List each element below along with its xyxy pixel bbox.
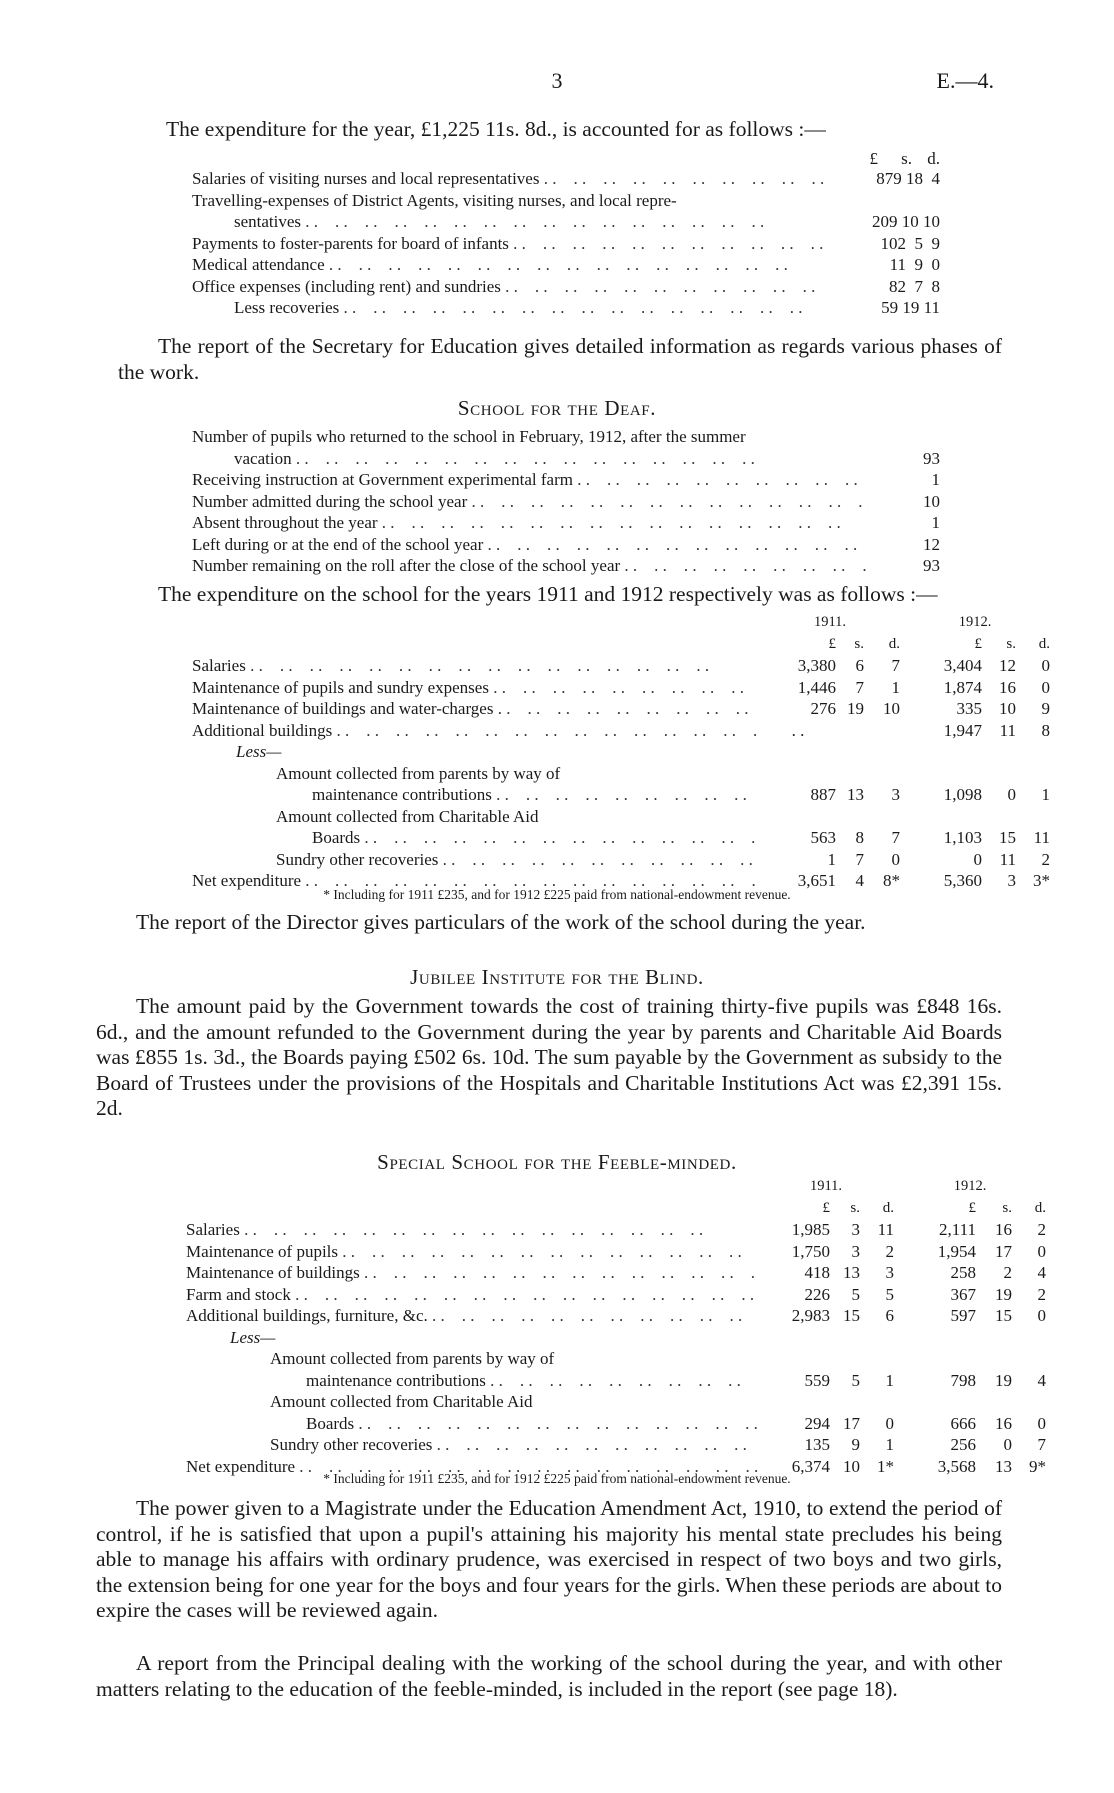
cell-1911-shillings: 3 bbox=[851, 1241, 860, 1261]
cell-1912-shillings: 11 bbox=[999, 720, 1016, 740]
row-label: Salaries of visiting nurses and local representatives . . bbox=[192, 169, 832, 188]
row-value: 93 bbox=[923, 556, 940, 575]
table-row bbox=[192, 426, 940, 448]
magistrate-paragraph: The power given to a Magistrate under the Education Amendment Act, 1910, to extend the period of control, if he is satisfied that upon a pupil's attaining his majority his mental state precludes his being able to manage his affairs with ordinary prudence, was exercised in respect of two boys and two girls, the extension being for one year for the boys and four years for the girls. When these periods are about to expire the cases will be reviewed again. bbox=[96, 1496, 1002, 1622]
cell-1911-shillings: 4 bbox=[855, 871, 864, 890]
cell-1911-pence: 1 bbox=[885, 1435, 894, 1454]
cell-1912-shillings: 17 bbox=[995, 1241, 1012, 1261]
cell-1911-shillings: 5 bbox=[851, 1370, 860, 1390]
row-value: 1 bbox=[931, 513, 940, 532]
cell-1912-shillings: 11 bbox=[999, 849, 1016, 869]
secretary-paragraph: The report of the Secretary for Education gives detailed information as regards various phases of the work. bbox=[118, 334, 1002, 384]
row-value: 209 10 10 bbox=[872, 212, 940, 231]
cell-1912-shillings: 10 bbox=[999, 699, 1016, 718]
table-row: Additional buildings . . . . 1,947 11 8 bbox=[192, 720, 1050, 742]
cell-1911-pence: 8* bbox=[883, 871, 900, 890]
cell-1912-pence: 1 bbox=[1041, 785, 1050, 804]
table-row bbox=[192, 555, 940, 577]
row-label: Amount collected from parents by way of bbox=[276, 763, 561, 783]
principal-paragraph: A report from the Principal dealing with the working of the school during the year, and with other matters relating to the education of the feeble-minded, is included in the report (see page 18). bbox=[96, 1651, 1002, 1701]
cell-1911-pence: 1 bbox=[885, 1370, 894, 1390]
cell-1912-shillings: 3 bbox=[1007, 871, 1016, 890]
cell-1912-shillings: 15 bbox=[995, 1306, 1012, 1325]
cell-1912-pence: 11 bbox=[1033, 828, 1050, 847]
cell-1912-shillings: 13 bbox=[995, 1456, 1012, 1476]
row-label: Left during or at the end of the school year . . bbox=[192, 535, 868, 554]
row-label: Boards . . bbox=[306, 1414, 758, 1433]
cell-1912-pounds: 3,568 bbox=[937, 1456, 976, 1476]
row-label: Number remaining on the roll after the close of the school year . . bbox=[192, 556, 868, 575]
unit-pence: d. bbox=[1038, 635, 1050, 652]
cell-1911-pounds: 276 bbox=[810, 699, 836, 718]
row-value: 93 bbox=[923, 448, 940, 468]
table-row bbox=[192, 849, 1050, 871]
unit-shillings: s. bbox=[1006, 635, 1016, 652]
cell-1911-shillings: 15 bbox=[843, 1306, 860, 1325]
table-row bbox=[192, 168, 940, 190]
cell-1912-shillings: 16 bbox=[995, 1413, 1012, 1433]
table-row bbox=[192, 806, 1050, 828]
cell-1912-pence: 0 bbox=[1041, 677, 1050, 697]
row-label: Salaries . . bbox=[186, 1220, 703, 1239]
row-label: Maintenance of pupils . . bbox=[186, 1242, 758, 1261]
cell-1911-shillings: 5 bbox=[851, 1284, 860, 1304]
cell-1912-pounds: 1,947 bbox=[943, 720, 982, 740]
cell-1912-pounds: 3,404 bbox=[943, 656, 982, 675]
row-value: 1 bbox=[931, 470, 940, 489]
expenditure-table bbox=[192, 148, 940, 170]
table-row bbox=[186, 1413, 1046, 1435]
table-row bbox=[186, 1305, 1046, 1327]
table-row bbox=[186, 1348, 1046, 1370]
cell-1912-pounds: 256 bbox=[950, 1435, 976, 1454]
row-value: 82 7 8 bbox=[889, 276, 940, 296]
cell-1912-pence: 0 bbox=[1037, 1306, 1046, 1325]
cell-1911-shillings: 13 bbox=[847, 785, 864, 804]
cell-1912-pounds: 367 bbox=[950, 1284, 976, 1304]
table-row bbox=[186, 1370, 1046, 1392]
cell-1912-pounds: 1,098 bbox=[943, 785, 982, 804]
row-value: 11 9 0 bbox=[889, 255, 940, 274]
row-label: vacation . . bbox=[234, 449, 755, 468]
table-row bbox=[192, 677, 1050, 699]
cell-1912-pounds: 597 bbox=[950, 1306, 976, 1325]
table-row bbox=[192, 469, 940, 491]
cell-1911-pence: 3 bbox=[885, 1263, 894, 1282]
cell-1912-pence: 9* bbox=[1029, 1456, 1046, 1476]
table-row bbox=[192, 491, 940, 513]
cell-1912-pence: 2 bbox=[1037, 1220, 1046, 1239]
table-row bbox=[192, 211, 940, 233]
table-row bbox=[186, 1391, 1046, 1413]
table-row bbox=[186, 1284, 1046, 1306]
cell-1911-pounds: 3,651 bbox=[797, 871, 836, 890]
page-number: 3 bbox=[551, 68, 563, 93]
cell-1912-pounds: 1,103 bbox=[943, 828, 982, 847]
row-label: Net expenditure . . bbox=[192, 871, 760, 890]
year-1912: 1912. bbox=[958, 614, 992, 630]
cell-1912-shillings: 19 bbox=[995, 1284, 1012, 1304]
cell-1911-shillings: 7 bbox=[855, 849, 864, 869]
cell-1912-shillings: 16 bbox=[999, 677, 1016, 697]
cell-1911-pounds: 226 bbox=[804, 1284, 830, 1304]
expenditure-intro: The expenditure for the year, £1,225 11s. 8d., is accounted for as follows :— bbox=[166, 117, 826, 141]
cell-1911-shillings: 3 bbox=[851, 1220, 860, 1239]
unit-shillings: s. bbox=[854, 635, 864, 652]
cell-1911-shillings: 13 bbox=[843, 1263, 860, 1282]
cell-1912-pounds: 798 bbox=[950, 1370, 976, 1390]
year-header-row bbox=[186, 1176, 1046, 1198]
table-row bbox=[192, 448, 940, 470]
table-row bbox=[192, 784, 1050, 806]
expenditure-items bbox=[192, 168, 940, 319]
row-label: maintenance contributions . . bbox=[312, 785, 760, 804]
year-1911: 1911. bbox=[809, 1178, 843, 1194]
cell-1911-shillings bbox=[836, 720, 864, 742]
cell-1912-shillings: 0 bbox=[1007, 785, 1016, 804]
blind-paragraph: The amount paid by the Government towards the cost of training thirty-five pupils was £848 16s. 6d., and the amount refunded to the Government during the year by parents and Charitable Aid Boards was £855 1s. 3d., the Boards paying £502 6s. 10d. The sum payable by the Government as subsidy to the Board of Trustees under the provisions of the Hospitals and Charitable Institutions Act was £2,391 15s. 2d. bbox=[96, 994, 1002, 1120]
unit-pence: d. bbox=[927, 149, 940, 168]
row-label: Maintenance of pupils and sundry expenses . . bbox=[192, 678, 760, 697]
cell-1911-pence: 5 bbox=[885, 1284, 894, 1304]
cell-1912-pounds: 258 bbox=[950, 1263, 976, 1282]
row-value: 12 bbox=[923, 534, 940, 554]
unit-pounds: £ bbox=[828, 635, 836, 652]
cell-1911-pounds: 563 bbox=[810, 828, 836, 847]
row-label: Amount collected from Charitable Aid bbox=[276, 806, 539, 826]
deaf-pupils-table bbox=[192, 426, 940, 577]
blind-heading: Jubilee Institute for the Blind. bbox=[410, 965, 704, 989]
cell-1911-pounds: 887 bbox=[810, 785, 836, 804]
row-label: Amount collected from Charitable Aid bbox=[270, 1392, 533, 1411]
row-label: Absent throughout the year . . bbox=[192, 513, 841, 532]
unit-pounds: £ bbox=[974, 635, 982, 652]
cell-1911-pence: 1* bbox=[877, 1456, 894, 1476]
cell-1912-pence: 0 bbox=[1037, 1413, 1046, 1433]
cell-1911-pounds: 3,380 bbox=[797, 656, 836, 675]
deaf-expenditure-intro: The expenditure on the school for the years 1911 and 1912 respectively was as follows :— bbox=[158, 582, 938, 606]
cell-1911-shillings: 9 bbox=[851, 1435, 860, 1454]
cell-1911-pence: 1 bbox=[891, 677, 900, 697]
cell-1911-pence: 7 bbox=[891, 828, 900, 847]
cell-1912-pence: 0 bbox=[1037, 1241, 1046, 1261]
row-value: 10 bbox=[923, 491, 940, 511]
table-row bbox=[192, 190, 940, 212]
cell-1912-shillings: 2 bbox=[1003, 1263, 1012, 1282]
cell-1911-shillings: 7 bbox=[855, 677, 864, 697]
table-row bbox=[192, 512, 940, 534]
units-row bbox=[186, 1198, 1046, 1220]
table-row bbox=[186, 1219, 1046, 1241]
cell-1912-pounds: 5,360 bbox=[943, 871, 982, 890]
cell-1912-pence: 7 bbox=[1037, 1435, 1046, 1454]
unit-pounds: £ bbox=[822, 1199, 830, 1216]
cell-1912-pounds: 1,874 bbox=[943, 677, 982, 697]
deaf-expenditure-table bbox=[192, 612, 1050, 892]
table-row bbox=[192, 254, 940, 276]
director-paragraph: The report of the Director gives particulars of the work of the school during the year. bbox=[136, 910, 866, 934]
cell-1911-pence bbox=[864, 720, 900, 742]
expenditure-units-row bbox=[192, 148, 940, 170]
cell-1911-pence: 7 bbox=[891, 656, 900, 675]
cell-1911-pounds: 1,985 bbox=[791, 1220, 830, 1239]
cell-1912-pence: 2 bbox=[1041, 849, 1050, 869]
cell-1912-pence: 2 bbox=[1037, 1284, 1046, 1304]
less-row bbox=[192, 741, 1050, 763]
cell-1911-pounds: 1,750 bbox=[791, 1241, 830, 1261]
cell-1911-pence: 0 bbox=[891, 849, 900, 869]
feeble-expenditure-table bbox=[186, 1176, 1046, 1477]
row-label: Amount collected from parents by way of bbox=[270, 1349, 555, 1368]
table-row bbox=[192, 763, 1050, 785]
less-label: Less— bbox=[236, 742, 282, 761]
cell-1911-pounds: 559 bbox=[804, 1370, 830, 1390]
cell-1911-shillings: 19 bbox=[847, 699, 864, 718]
cell-1912-pence: 4 bbox=[1037, 1263, 1046, 1282]
cell-1911-pounds: 135 bbox=[804, 1435, 830, 1454]
row-value: 59 19 11 bbox=[881, 298, 940, 317]
table-row bbox=[186, 1241, 1046, 1263]
row-label: Sundry other recoveries . . bbox=[270, 1435, 758, 1454]
row-value: 879 18 4 bbox=[876, 169, 940, 188]
document-reference: E.—4. bbox=[936, 68, 994, 93]
cell-1911-pounds: 6,374 bbox=[791, 1456, 830, 1476]
cell-1911-pounds: 1 bbox=[827, 849, 836, 869]
table-row bbox=[192, 698, 1050, 720]
cell-1911-shillings: 6 bbox=[855, 656, 864, 675]
cell-1911-pence: 2 bbox=[885, 1241, 894, 1261]
cell-1911-pence: 10 bbox=[883, 699, 900, 718]
unit-pence: d. bbox=[888, 635, 900, 652]
feeble-heading: Special School for the Feeble-minded. bbox=[377, 1150, 737, 1174]
cell-1912-pence: 4 bbox=[1037, 1370, 1046, 1390]
cell-1912-pence: 8 bbox=[1041, 720, 1050, 740]
row-label: Number admitted during the school year . . bbox=[192, 492, 868, 511]
row-label: Boards . . bbox=[312, 828, 760, 847]
row-label: Net expenditure . . bbox=[186, 1457, 758, 1476]
cell-1912-pence: 3* bbox=[1033, 871, 1050, 890]
unit-shillings: s. bbox=[901, 149, 912, 168]
cell-1912-pounds: 1,954 bbox=[937, 1241, 976, 1261]
less-row bbox=[186, 1327, 1046, 1349]
year-1911: 1911. bbox=[813, 614, 847, 630]
unit-pence: d. bbox=[1034, 1199, 1046, 1216]
row-label: Maintenance of buildings and water-charges . . bbox=[192, 699, 760, 718]
units-row bbox=[192, 634, 1050, 656]
unit-pence: d. bbox=[882, 1199, 894, 1216]
cell-1912-pence: 9 bbox=[1041, 699, 1050, 718]
cell-1912-shillings: 19 bbox=[995, 1370, 1012, 1390]
row-label: Less recoveries . . bbox=[234, 298, 803, 317]
cell-1911-pounds: 418 bbox=[804, 1263, 830, 1282]
year-1912: 1912. bbox=[953, 1178, 987, 1194]
row-label: maintenance contributions . . bbox=[306, 1371, 758, 1390]
deaf-footnote: * Including for 1911 £235, and for 1912 £225 paid from national-endowment revenue. bbox=[323, 887, 791, 902]
cell-1912-pounds: 2,111 bbox=[939, 1220, 976, 1239]
feeble-footnote: * Including for 1911 £235, and for 1912 £225 paid from national-endowment revenue. bbox=[323, 1471, 791, 1486]
row-label: Salaries . . bbox=[192, 656, 709, 675]
table-row bbox=[192, 297, 940, 319]
unit-shillings: s. bbox=[850, 1199, 860, 1216]
row-value: 102 5 9 bbox=[880, 233, 940, 253]
unit-pounds: £ bbox=[968, 1199, 976, 1216]
table-row bbox=[192, 276, 940, 298]
cell-1911-pence: 11 bbox=[877, 1220, 894, 1239]
cell-1911-pounds: 294 bbox=[804, 1413, 830, 1433]
table-row bbox=[186, 1262, 1046, 1284]
table-row bbox=[186, 1434, 1046, 1456]
row-label: Receiving instruction at Government experimental farm . . bbox=[192, 470, 868, 489]
deaf-heading: School for the Deaf. bbox=[457, 396, 657, 420]
row-label: Office expenses (including rent) and sundries . . bbox=[192, 277, 832, 296]
row-label: Travelling-expenses of District Agents, visiting nurses, and local repre- bbox=[192, 190, 677, 210]
less-label: Less— bbox=[230, 1327, 276, 1347]
cell-1911-shillings: 17 bbox=[843, 1413, 860, 1433]
row-label: sentatives . . bbox=[234, 212, 764, 231]
row-label: Farm and stock . . bbox=[186, 1285, 754, 1304]
cell-1912-shillings: 15 bbox=[999, 828, 1016, 847]
cell-1911-pence: 0 bbox=[885, 1413, 894, 1433]
row-label: Medical attendance . . bbox=[192, 255, 788, 274]
cell-1911-pence: 6 bbox=[885, 1306, 894, 1325]
row-label: Payments to foster-parents for board of infants . . bbox=[192, 234, 832, 253]
year-header-row bbox=[192, 612, 1050, 634]
cell-1912-shillings: 0 bbox=[1003, 1435, 1012, 1454]
cell-1912-shillings: 16 bbox=[995, 1220, 1012, 1239]
cell-1911-shillings: 8 bbox=[855, 828, 864, 847]
unit-shillings: s. bbox=[1002, 1199, 1012, 1216]
row-label: Additional buildings . . bbox=[192, 721, 760, 740]
table-row bbox=[192, 655, 1050, 677]
row-label: Maintenance of buildings . . bbox=[186, 1263, 758, 1282]
cell-1912-pounds: 335 bbox=[956, 699, 982, 718]
row-label: Number of pupils who returned to the school in February, 1912, after the summer bbox=[192, 427, 746, 446]
cell-1912-pounds: 666 bbox=[950, 1413, 976, 1433]
unit-pounds: £ bbox=[869, 149, 878, 168]
table-row bbox=[192, 534, 940, 556]
row-label: Sundry other recoveries . . bbox=[276, 850, 760, 869]
cell-1912-shillings: 12 bbox=[999, 656, 1016, 675]
table-row bbox=[192, 827, 1050, 849]
row-label: Additional buildings, furniture, &c. . . bbox=[186, 1306, 758, 1325]
cell-1911-pounds: 1,446 bbox=[797, 677, 836, 697]
cell-1911-pounds: 2,983 bbox=[791, 1306, 830, 1325]
cell-1911-pence: 3 bbox=[891, 785, 900, 804]
table-row bbox=[192, 233, 940, 255]
cell-1912-pence: 0 bbox=[1041, 656, 1050, 675]
cell-1911-shillings: 10 bbox=[843, 1456, 860, 1476]
cell-1912-pounds: 0 bbox=[973, 849, 982, 869]
